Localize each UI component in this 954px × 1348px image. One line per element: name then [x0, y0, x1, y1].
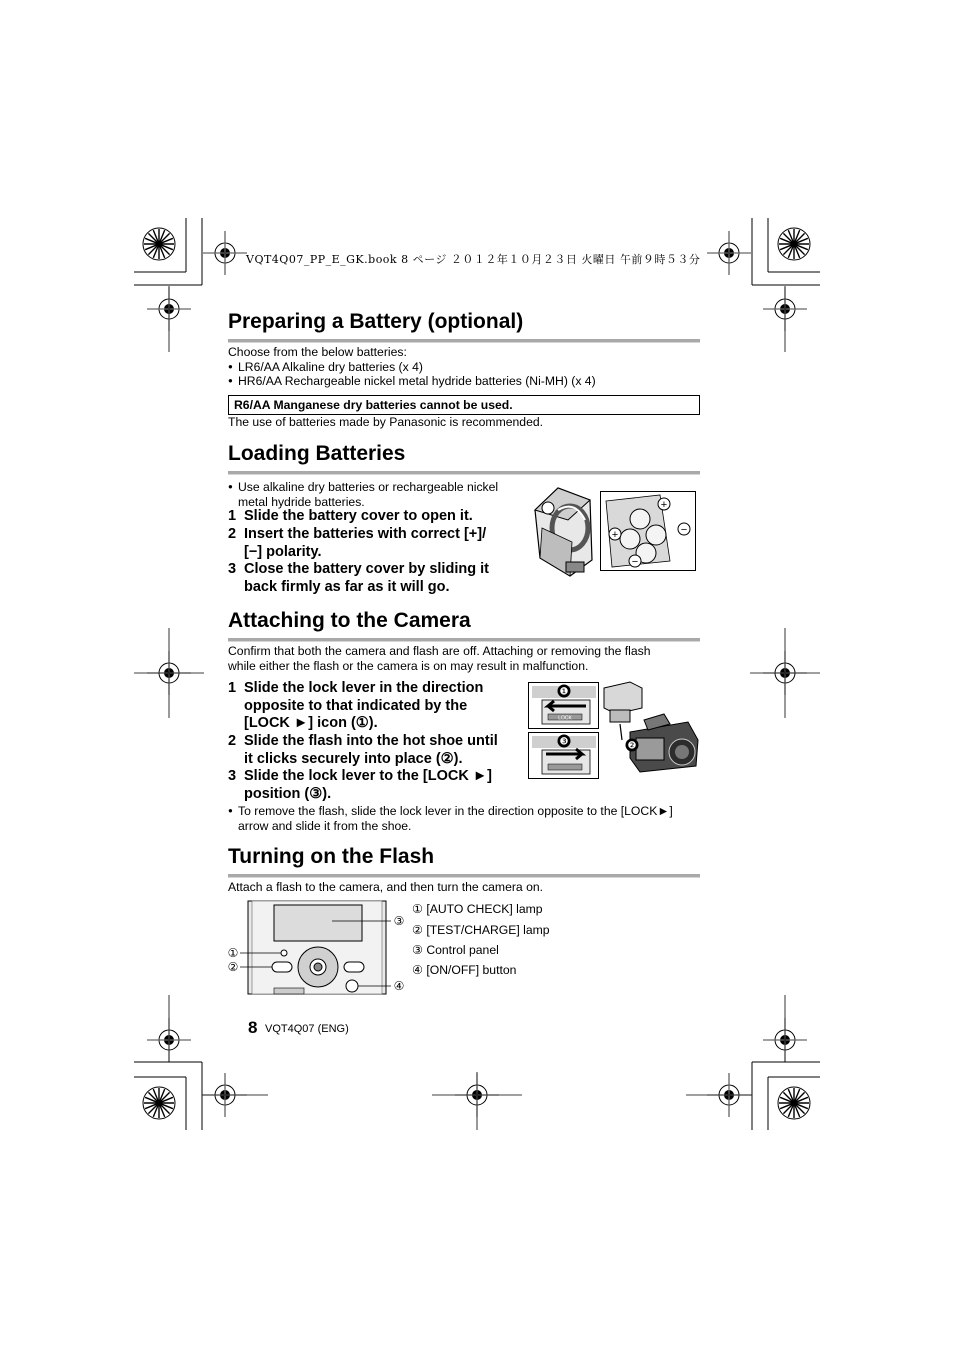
loading-step-1: [228, 508, 528, 526]
step-line: Slide the lock lever in the direction: [244, 680, 484, 696]
flash-cover-open-illustration: [530, 480, 596, 580]
battery-intro: Choose from the below batteries:: [228, 345, 407, 359]
step-number: 3: [228, 561, 237, 577]
step-line: Insert the batteries with correct [+]/: [244, 526, 487, 542]
badge-3: ❸: [559, 736, 569, 748]
legend-number: ②: [412, 923, 423, 937]
section-rule: [228, 874, 700, 878]
lock-lever-release-illustration: [528, 682, 600, 730]
attaching-intro-line1: Confirm that both the camera and flash are off. Attaching or removing the flash: [228, 644, 651, 658]
section-title-turning: Turning on the Flash: [228, 845, 435, 868]
battery-bullet-2: ● HR6/AA Rechargeable nickel metal hydride batteries (Ni-MH) (x 4): [228, 374, 596, 389]
step-text: Slide the battery cover to open it.: [244, 508, 473, 524]
step-number: 2: [228, 733, 237, 749]
callout-3: ③: [393, 914, 405, 928]
step-line: position (③).: [244, 785, 332, 802]
loading-bullet: [228, 480, 498, 509]
legend-label: [TEST/CHARGE] lamp: [426, 923, 550, 937]
print-header: VQT4Q07_PP_E_GK.book 8 ページ ２０１２年１０月２３日 火曜日 午前９時５３分: [246, 253, 701, 266]
step-text: [244, 733, 498, 768]
section-rule: [228, 638, 700, 642]
step-line: Slide the lock lever to the [LOCK ►]: [244, 768, 493, 784]
callout-2: ②: [227, 960, 239, 974]
attaching-intro: [228, 644, 700, 673]
svg-text:−: −: [680, 524, 688, 536]
step-line: Slide the flash into the hot shoe until: [244, 733, 498, 749]
badge-2: ❷: [627, 740, 637, 752]
legend-label: Control panel: [426, 943, 499, 957]
step-text: [244, 561, 489, 596]
attaching-step-3: [228, 768, 528, 804]
section-title-loading: Loading Batteries: [228, 442, 406, 465]
battery-warning-box: [228, 395, 700, 415]
section-title-attaching: Attaching to the Camera: [228, 609, 471, 632]
step-line: Close the battery cover by sliding it: [244, 561, 489, 577]
lock-lever-lock-illustration: [528, 732, 600, 780]
attaching-intro-line2: while either the flash or the camera is on may result in malfunction.: [228, 658, 589, 673]
flash-control-panel-illustration: [226, 900, 408, 996]
step-text: [244, 768, 492, 803]
loading-bullet-line2: metal hydride batteries.: [238, 494, 365, 509]
step-line: it clicks securely into place (②).: [244, 750, 463, 767]
battery-warning-text: R6/AA Manganese dry batteries cannot be used.: [234, 398, 513, 412]
turning-intro: Attach a flash to the camera, and then turn the camera on.: [228, 880, 544, 894]
section-rule: [228, 339, 700, 343]
step-number: 2: [228, 526, 237, 542]
svg-text:+: +: [660, 499, 668, 511]
legend-item: [412, 943, 499, 957]
battery-bullet-1: ● LR6/AA Alkaline dry batteries (x 4): [228, 360, 423, 375]
legend-number: ③: [412, 943, 423, 957]
battery-polarity-illustration: [600, 491, 696, 571]
step-number: 3: [228, 768, 237, 784]
step-line: opposite to that indicated by the: [244, 697, 468, 714]
legend-number: ④: [412, 963, 423, 977]
step-number: 1: [228, 680, 237, 696]
step-text: [244, 680, 483, 733]
doc-code: VQT4Q07 (ENG): [265, 1023, 349, 1035]
attaching-step-1: [228, 680, 528, 734]
step-line: [−] polarity.: [244, 543, 322, 560]
step-text: [244, 526, 486, 561]
step-line: [LOCK ►] icon (①).: [244, 715, 378, 731]
attaching-step-2: [228, 733, 528, 769]
svg-text:+: +: [611, 529, 619, 541]
callout-1: ①: [227, 946, 239, 960]
loading-step-3: [228, 561, 528, 597]
step-line: back firmly as far as it will go.: [244, 578, 450, 595]
legend-item: [412, 963, 516, 977]
attaching-remove-bullet: [228, 804, 710, 833]
step-number: 1: [228, 508, 237, 524]
legend-item: [412, 902, 543, 916]
attaching-remove-line2: arrow and slide it from the shoe.: [238, 818, 412, 833]
legend-item: [412, 923, 550, 937]
loading-step-2: [228, 526, 528, 562]
callout-4: ④: [393, 979, 405, 993]
attaching-remove-line1: To remove the flash, slide the lock lever in the direction opposite to the [LOCK►]: [238, 804, 673, 818]
svg-text:−: −: [631, 556, 639, 568]
loading-bullet-line1: Use alkaline dry batteries or rechargeable nickel: [238, 480, 499, 494]
legend-label: [ON/OFF] button: [426, 963, 517, 977]
section-rule: [228, 471, 700, 475]
legend-number: ①: [412, 902, 423, 916]
page-number: 8: [248, 1018, 258, 1037]
battery-recommend: The use of batteries made by Panasonic is recommended.: [228, 415, 544, 429]
badge-1: ❶: [559, 686, 569, 698]
section-title-battery: Preparing a Battery (optional): [228, 310, 524, 333]
flash-on-camera-illustration: [600, 680, 700, 774]
lock-label: LOCK: [558, 715, 572, 722]
legend-label: [AUTO CHECK] lamp: [426, 902, 543, 916]
